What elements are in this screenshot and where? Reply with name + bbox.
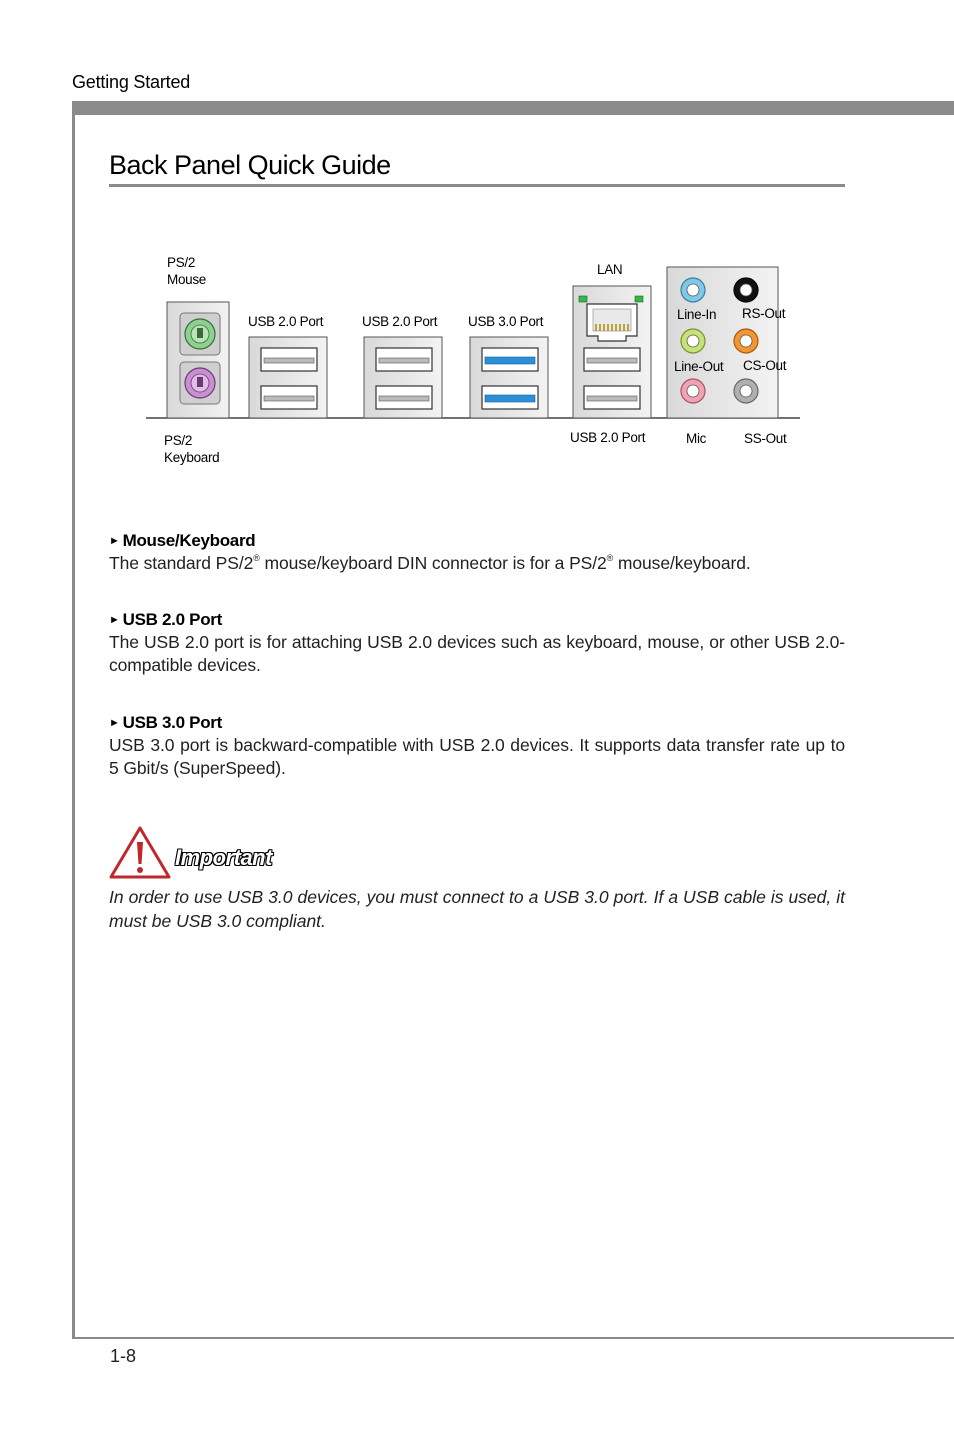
usb30-port-label: USB 3.0 Port [468, 314, 544, 329]
important-title: Important [175, 845, 272, 870]
section-heading [109, 609, 845, 631]
triangle-bullet-icon: ► [109, 614, 120, 626]
usb30-block [470, 337, 548, 418]
section-mouse-keyboard [109, 530, 845, 575]
section-heading-text: USB 2.0 Port [122, 610, 222, 629]
section-body: The USB 2.0 port is for attaching USB 2.0 devices such as keyboard, mouse, or other USB 2.0-compatible devices. [109, 632, 845, 675]
registered-mark: ® [253, 553, 260, 563]
registered-mark: ® [606, 553, 614, 563]
usb20-port-label-a: USB 2.0 Port [248, 314, 324, 329]
cs-out-label: CS-Out [743, 358, 787, 373]
usb20-block-a [249, 337, 327, 418]
important-body: In order to use USB 3.0 devices, you must connect to a USB 3.0 port. If a USB cable is used, it must be USB 3.0 compliant. [109, 887, 845, 931]
triangle-bullet-icon: ► [109, 717, 120, 729]
page-title: Back Panel Quick Guide [109, 150, 391, 180]
ps2-keyboard-label-line1: PS/2 [164, 433, 193, 448]
running-header: Getting Started [72, 72, 191, 92]
ps2-connector-block [167, 302, 229, 418]
section-usb30-port [109, 712, 845, 780]
page-number: 1-8 [110, 1346, 137, 1366]
ps2-keyboard-label-line2: Keyboard [164, 450, 220, 465]
section-body [109, 552, 845, 575]
back-panel-illustration [0, 0, 954, 480]
section-body: USB 3.0 port is backward-compatible with USB 2.0 devices. It supports data transfer rate up to 5 Gbit/s (SuperSpeed). [109, 735, 845, 778]
body-text: mouse/keyboard DIN connector is for a PS/2 [259, 553, 607, 573]
usb20-port-label-lan: USB 2.0 Port [570, 430, 646, 445]
ss-out-label: SS-Out [744, 431, 787, 446]
section-heading [109, 712, 845, 734]
body-text: mouse/keyboard. [613, 553, 751, 573]
triangle-bullet-icon: ► [109, 535, 120, 547]
ps2-mouse-label-line2: Mouse [167, 272, 207, 287]
usb20-port-label-b: USB 2.0 Port [362, 314, 438, 329]
usb20-block-b [364, 337, 442, 418]
section-heading-text: Mouse/Keyboard [122, 531, 256, 550]
page-bottom-rule [72, 1337, 954, 1339]
warning-triangle-icon [109, 826, 171, 880]
lan-usb-block [573, 286, 651, 418]
body-text: The standard PS/2 [109, 553, 254, 573]
ps2-mouse-label-line1: PS/2 [167, 255, 196, 270]
back-panel-diagram [0, 0, 954, 480]
section-heading-text: USB 3.0 Port [122, 713, 222, 732]
line-in-label: Line-In [677, 307, 717, 322]
rs-out-label: RS-Out [742, 306, 786, 321]
audio-jack-block [667, 267, 778, 418]
section-heading [109, 530, 845, 552]
lan-label: LAN [597, 262, 623, 277]
mic-label: Mic [686, 431, 707, 446]
line-out-label: Line-Out [674, 359, 724, 374]
section-usb20-port [109, 609, 845, 677]
